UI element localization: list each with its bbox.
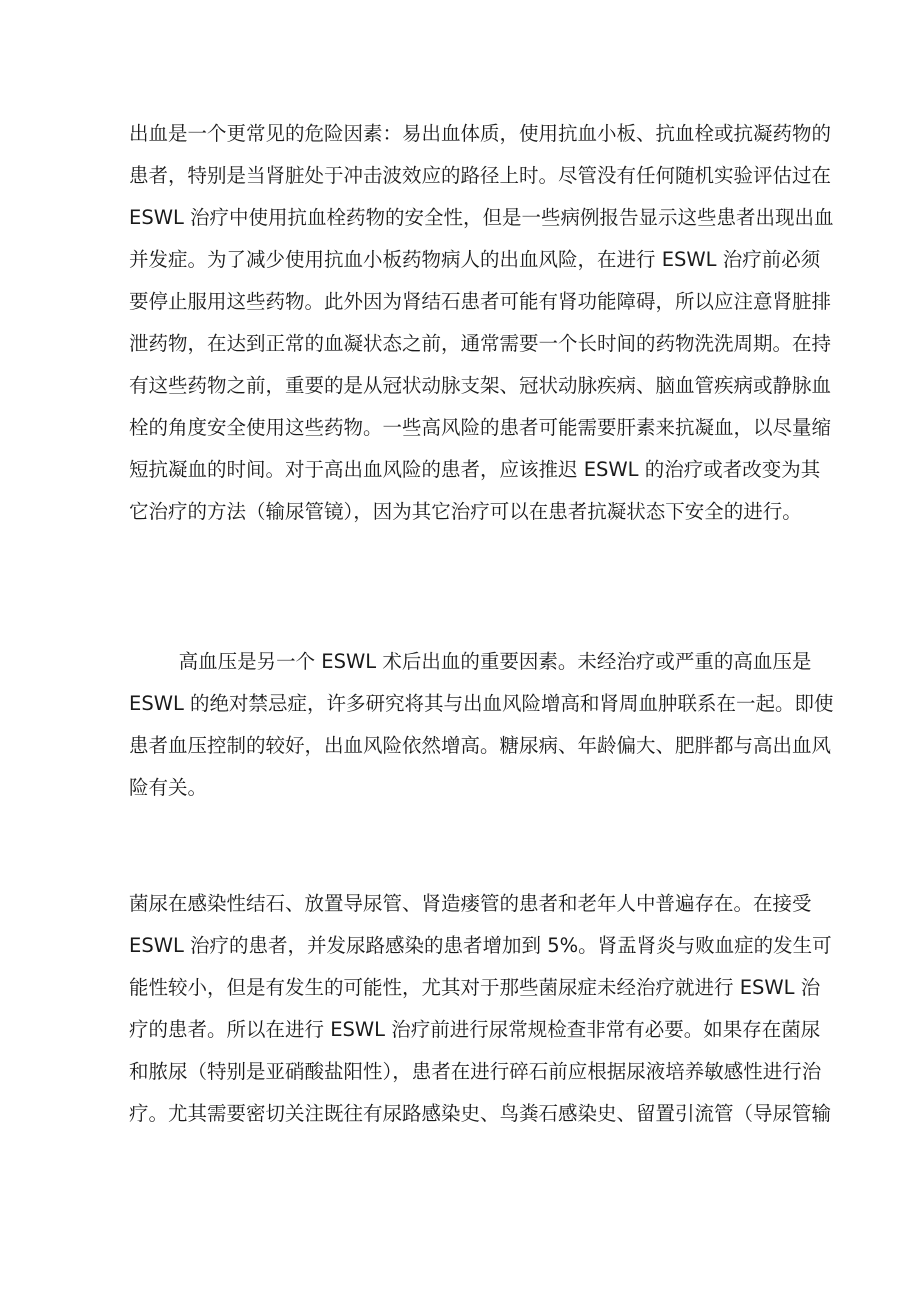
text-line: 要停止服用这些药物。此外因为肾结石患者可能有肾功能障碍，所以应注意肾脏排 — [129, 290, 832, 313]
text-line: 患者，特别是当肾脏处于冲击波效应的路径上时。尽管没有任何随机实验评估过在 — [129, 164, 832, 187]
text-line: 患者血压控制的较好，出血风险依然增高。糖尿病、年龄偏大、肥胖都与高出血风 — [129, 734, 832, 757]
text-line: 和脓尿（特别是亚硝酸盐阳性），患者在进行碎石前应根据尿液培养敏感性进行治 — [129, 1060, 822, 1083]
text-line: 高血压是另一个 ESWL 术后出血的重要因素。未经治疗或严重的高血压是 — [129, 650, 812, 673]
text-line: ESWL 的绝对禁忌症，许多研究将其与出血风险增高和肾周血肿联系在一起。即使 — [129, 692, 834, 715]
text-line: ESWL 治疗中使用抗血栓药物的安全性，但是一些病例报告显示这些患者出现出血 — [129, 206, 834, 229]
paragraph-hypertension — [129, 641, 834, 809]
text-line: 菌尿在感染性结石、放置导尿管、肾造瘘管的患者和老年人中普遍存在。在接受 — [129, 892, 812, 915]
text-line: 出血是一个更常见的危险因素：易出血体质，使用抗血小板、抗血栓或抗凝药物的 — [129, 122, 832, 145]
text-line: 栓的角度安全使用这些药物。一些高风险的患者可能需要肝素来抗凝血，以尽量缩 — [129, 416, 832, 439]
paragraph-bleeding-risk — [129, 113, 834, 533]
text-line: 并发症。为了减少使用抗血小板药物病人的出血风险，在进行 ESWL 治疗前必须 — [129, 248, 821, 271]
paragraph-bacteriuria — [129, 883, 832, 1135]
text-line: 短抗凝血的时间。对于高出血风险的患者，应该推迟 ESWL 的治疗或者改变为其 — [129, 458, 821, 481]
text-line: 疗。尤其需要密切关注既往有尿路感染史、鸟粪石感染史、留置引流管（导尿管输 — [129, 1102, 832, 1125]
text-line: 它治疗的方法（输尿管镜），因为其它治疗可以在患者抗凝状态下安全的进行。 — [129, 500, 802, 523]
text-line: ESWL 治疗的患者，并发尿路感染的患者增加到 5%。肾盂肾炎与败血症的发生可 — [129, 934, 832, 957]
text-line: 险有关。 — [129, 776, 208, 799]
text-line: 疗的患者。所以在进行 ESWL 治疗前进行尿常规检查非常有必要。如果存在菌尿 — [129, 1018, 821, 1041]
text-line: 能性较小，但是有发生的可能性，尤其对于那些菌尿症未经治疗就进行 ESWL 治 — [129, 976, 821, 999]
text-line: 有这些药物之前，重要的是从冠状动脉支架、冠状动脉疾病、脑血管疾病或静脉血 — [129, 374, 832, 397]
text-line: 泄药物，在达到正常的血凝状态之前，通常需要一个长时间的药物洗洗周期。在持 — [129, 332, 832, 355]
